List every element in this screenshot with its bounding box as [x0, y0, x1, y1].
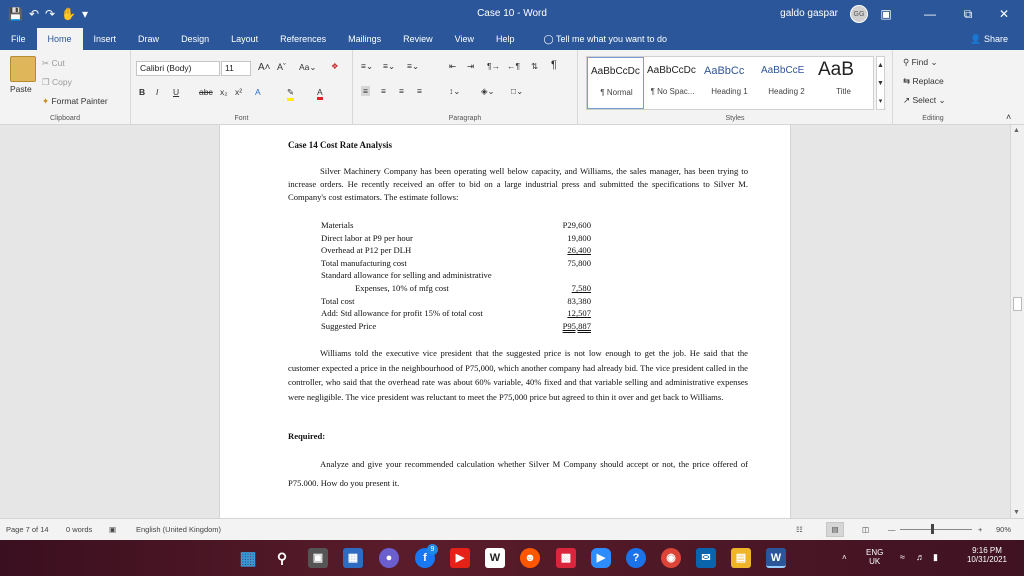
widgets-icon[interactable]: ▦: [343, 548, 363, 568]
search-icon: ⚲: [903, 57, 912, 67]
bullets-icon[interactable]: ≡⌄: [361, 61, 374, 71]
zoom-app-icon[interactable]: ▶: [591, 548, 611, 568]
cost-amount: P95,887: [562, 320, 591, 331]
ltr-icon[interactable]: ¶→: [487, 61, 501, 71]
cost-row: [321, 320, 591, 333]
status-bar: [0, 518, 1024, 540]
ribbon: [0, 50, 1024, 125]
restore-button[interactable]: ⧉: [963, 7, 973, 21]
tab-review[interactable]: Review: [403, 34, 433, 44]
cost-amount: 19,800: [567, 232, 591, 243]
scissors-icon: ✂: [42, 58, 52, 68]
clock-time: 9:16 PM: [972, 546, 1002, 555]
scroll-up-icon[interactable]: ▲: [1013, 127, 1020, 134]
cost-row: [321, 232, 591, 245]
tab-design[interactable]: Design: [181, 34, 210, 44]
help-icon[interactable]: ?: [626, 548, 646, 568]
scroll-thumb[interactable]: [1013, 297, 1022, 311]
tab-mailings[interactable]: Mailings: [348, 34, 382, 44]
style-heading-2[interactable]: [758, 57, 815, 109]
cost-row: [321, 219, 591, 232]
read-mode-icon[interactable]: ☷: [796, 525, 803, 534]
collapse-ribbon-icon[interactable]: ˄: [1006, 112, 1012, 122]
show-hide-icon[interactable]: ¶: [551, 59, 557, 71]
clear-formatting-icon[interactable]: ❖: [331, 61, 339, 71]
copy-label: Copy: [51, 77, 72, 87]
cost-label: Materials: [321, 220, 354, 230]
close-button[interactable]: ✕: [998, 7, 1010, 21]
cost-label: Expenses, 10% of mfg cost: [355, 283, 449, 293]
cost-row: [321, 257, 591, 270]
facebook-icon[interactable]: f: [415, 548, 435, 568]
cost-row: [321, 282, 591, 295]
font-group: [131, 50, 353, 125]
styles-group: [578, 50, 893, 125]
volume-icon[interactable]: ♬: [916, 552, 925, 562]
cost-amount: 75,800: [567, 257, 591, 268]
paste-icon[interactable]: [10, 56, 36, 82]
style-title-sample: AaB: [818, 59, 854, 80]
borders-icon[interactable]: □⌄: [511, 86, 524, 96]
tab-home[interactable]: Home: [37, 28, 83, 50]
case-heading: Case 14 Cost Rate Analysis: [288, 140, 393, 150]
tab-view[interactable]: View: [454, 34, 475, 44]
title-bar: [0, 0, 1024, 28]
line-spacing-icon[interactable]: ↕⌄: [449, 86, 461, 96]
editing-group: [893, 50, 973, 125]
replace-icon: ⇆: [903, 76, 913, 86]
strikethrough-icon[interactable]: abc: [199, 87, 213, 97]
format-painter-button[interactable]: [42, 96, 108, 107]
shrink-font-icon[interactable]: Aˇ: [277, 62, 286, 72]
search-icon[interactable]: ⚲: [276, 550, 288, 566]
multilevel-list-icon[interactable]: ≡⌄: [407, 61, 420, 71]
cost-label: Add: Std allowance for profit 15% of total cost: [321, 308, 483, 319]
font-label: Font: [234, 115, 249, 122]
styles-label: Styles: [725, 115, 745, 122]
copy-button[interactable]: [42, 77, 72, 88]
youtube-icon[interactable]: ▶: [450, 548, 470, 568]
reddit-icon[interactable]: ☻: [520, 548, 540, 568]
style-heading-2-label: Heading 2: [768, 87, 805, 96]
font-name-select[interactable]: Calibri (Body): [136, 61, 220, 76]
show-hidden-icons[interactable]: ˄: [842, 553, 847, 562]
document-area: [0, 125, 1010, 518]
file-explorer-icon[interactable]: ▤: [731, 548, 751, 568]
style-title[interactable]: [815, 57, 872, 109]
avatar[interactable]: GG: [850, 5, 868, 23]
clock-date: 10/31/2021: [966, 555, 1008, 564]
clipboard-group: [0, 50, 131, 125]
cost-row: [321, 295, 591, 308]
cost-label: Suggested Price: [321, 320, 377, 331]
paragraph-2: Williams told the executive vice president that the suggested price is not low enough to get the job. He said that the customer expected a price in the neighbourhood of P75,000, which another company had already bid. The vice president called in the controller, who said that the overhead rate was about 60% variable, 40% fixed and that variable selling and administrative expenses were negligible. The vice president was reluctant to meet the P75,000 price but agreed to thin it over and get back to Williams.: [288, 348, 748, 402]
style-no-spacing-label: ¶ No Spac...: [650, 87, 695, 96]
document-page[interactable]: [219, 125, 791, 518]
windows-taskbar: [0, 540, 1024, 576]
quick-access-toolbar: [0, 7, 88, 21]
paragraph-group: [353, 50, 578, 125]
select-button[interactable]: ↗ Select ⌄: [903, 95, 946, 105]
notification-badge: 9: [427, 544, 438, 555]
cost-label: Total cost: [321, 295, 355, 306]
tab-layout[interactable]: Layout: [231, 34, 259, 44]
clock[interactable]: [962, 546, 1012, 564]
scroll-down-icon[interactable]: ▼: [1013, 509, 1020, 516]
undo-icon[interactable]: ↶: [28, 7, 40, 21]
zoom-level[interactable]: 90%: [996, 525, 1012, 534]
vertical-scrollbar[interactable]: [1010, 125, 1024, 518]
style-no-spacing[interactable]: [644, 57, 701, 109]
chrome-icon[interactable]: ◉: [661, 548, 681, 568]
cost-amount: P29,600: [562, 220, 591, 230]
shading-icon[interactable]: ◈⌄: [481, 86, 495, 96]
word-count[interactable]: 0 words: [66, 525, 93, 534]
highlight-icon[interactable]: ✎: [287, 87, 294, 101]
paragraph-3: Analyze and give your recommended calculation whether Silver M Company should accept or not, the price offered of P75.000. How do you present it.: [288, 459, 748, 488]
ribbon-display-options-icon[interactable]: ▣: [880, 7, 892, 21]
cost-row: [321, 244, 591, 257]
cursor-icon: ↗: [903, 95, 913, 105]
language-indicator[interactable]: English (United Kingdom): [136, 525, 222, 534]
copy-icon: ❐: [42, 77, 52, 87]
underline-icon[interactable]: U: [173, 87, 180, 97]
input-region-code: UK: [869, 557, 881, 566]
tab-references[interactable]: References: [280, 34, 327, 44]
battery-icon[interactable]: ▮: [933, 552, 938, 562]
print-layout-icon[interactable]: ▤: [826, 522, 844, 537]
clipboard-label: Clipboard: [50, 115, 80, 122]
paragraph-label: Paragraph: [448, 115, 482, 122]
increase-indent-icon[interactable]: ⇥: [467, 61, 475, 71]
styles-gallery: [586, 56, 874, 110]
styles-scroll-icon[interactable]: ▲ ▼ ▾: [876, 56, 885, 110]
zoom-out-icon[interactable]: —: [888, 525, 896, 534]
style-normal-sample: AaBbCcDc: [591, 66, 640, 77]
italic-icon[interactable]: I: [156, 87, 159, 97]
tell-me-search[interactable]: [544, 28, 667, 50]
find-label: Find: [911, 57, 929, 67]
tab-draw[interactable]: Draw: [138, 34, 160, 44]
editing-label: Editing: [922, 115, 944, 122]
superscript-icon[interactable]: x²: [235, 87, 243, 97]
news-icon[interactable]: ▩: [556, 548, 576, 568]
share-button[interactable]: [970, 28, 1008, 50]
cost-row: [321, 269, 591, 282]
grow-font-icon[interactable]: A˄: [258, 62, 271, 73]
tab-help[interactable]: Help: [496, 34, 515, 44]
paste-button[interactable]: Paste: [10, 84, 32, 94]
style-normal-label: ¶ Normal: [600, 88, 633, 97]
input-language[interactable]: [866, 548, 883, 566]
user-name[interactable]: galdo gaspar: [780, 8, 838, 19]
minimize-button[interactable]: —: [924, 7, 936, 21]
select-label: Select: [912, 95, 937, 105]
customize-qat-icon[interactable]: ▾: [82, 7, 89, 21]
windows-start-icon[interactable]: ▦: [239, 548, 257, 568]
bold-icon[interactable]: B: [139, 87, 146, 97]
document-title: Case 10 - Word: [477, 8, 547, 19]
ribbon-tabs: [0, 28, 1024, 50]
text-effects-icon[interactable]: A: [255, 87, 261, 97]
mail-icon[interactable]: ✉: [696, 548, 716, 568]
input-lang-code: ENG: [866, 548, 884, 557]
zoom-slider[interactable]: [900, 529, 972, 530]
touch-mode-icon[interactable]: ✋: [61, 7, 77, 21]
style-heading-1-sample: AaBbCc: [704, 65, 745, 77]
format-painter-label: Format Painter: [51, 96, 108, 106]
zoom-slider-thumb[interactable]: [931, 524, 934, 534]
page-indicator[interactable]: Page 7 of 14: [6, 525, 49, 534]
replace-label: Replace: [912, 76, 944, 86]
subscript-icon[interactable]: x₂: [220, 87, 228, 97]
word-app-icon[interactable]: W: [766, 548, 786, 568]
style-no-spacing-sample: AaBbCcDc: [647, 65, 696, 76]
font-color-icon[interactable]: A: [317, 87, 323, 100]
tell-me-label: Tell me what you want to do: [555, 34, 668, 44]
find-button[interactable]: ⚲ Find ⌄: [903, 57, 938, 67]
cost-amount: 7,580: [571, 283, 591, 293]
save-icon[interactable]: 💾: [8, 7, 23, 21]
style-heading-1-label: Heading 1: [711, 87, 748, 96]
style-heading-2-sample: AaBbCcE: [761, 65, 805, 76]
style-normal[interactable]: [587, 57, 644, 109]
zoom-in-icon[interactable]: +: [978, 525, 983, 534]
cost-amount: 12,507: [567, 308, 591, 319]
wifi-icon[interactable]: ≈: [900, 552, 905, 562]
cost-label: Overhead at P12 per DLH: [321, 245, 412, 256]
style-heading-1[interactable]: [701, 57, 758, 109]
align-right-icon[interactable]: ≡: [399, 86, 404, 96]
cost-amount: 26,400: [567, 245, 591, 256]
numbering-icon[interactable]: ≡⌄: [383, 61, 396, 71]
cut-button[interactable]: [42, 58, 65, 69]
cost-row: [321, 307, 591, 320]
paragraph-1: Silver Machinery Company has been operating well below capacity, and Williams, the sales manager, has been trying to increase orders. He recently received an offer to bid on a large industrial press and submitted the specifications to Silver M. Company's cost estimators. The estimate follows:: [288, 166, 748, 202]
paintbrush-icon: ✦: [42, 96, 52, 106]
justify-icon[interactable]: ≡: [417, 86, 422, 96]
cost-label: Total manufacturing cost: [321, 257, 407, 268]
wikipedia-icon[interactable]: W: [485, 548, 505, 568]
cut-label: Cut: [51, 58, 65, 68]
redo-icon[interactable]: ↷: [45, 7, 56, 21]
replace-button[interactable]: [903, 76, 944, 87]
rtl-icon[interactable]: ←¶: [507, 61, 521, 71]
cost-amount: 83,380: [567, 295, 591, 306]
tab-file[interactable]: File: [11, 34, 26, 44]
font-size-select[interactable]: 11: [221, 61, 251, 76]
style-title-label: Title: [836, 87, 851, 96]
lightbulb-icon: ◯: [543, 34, 556, 44]
share-icon: 👤: [970, 34, 984, 44]
cost-label: Standard allowance for selling and administrative: [321, 270, 492, 281]
decrease-indent-icon[interactable]: ⇤: [449, 61, 457, 71]
proofing-icon[interactable]: ▣: [109, 525, 117, 534]
change-case-icon[interactable]: Aa⌄: [299, 62, 317, 72]
cost-label: Direct labor at P9 per hour: [321, 232, 413, 243]
center-icon[interactable]: ≡: [381, 86, 386, 96]
align-left-icon[interactable]: ≡: [363, 86, 368, 96]
web-layout-icon[interactable]: ◫: [862, 525, 870, 534]
tab-insert[interactable]: Insert: [93, 34, 117, 44]
share-label: Share: [983, 34, 1008, 44]
meet-icon[interactable]: ●: [379, 548, 399, 568]
task-view-icon[interactable]: ▣: [308, 548, 328, 568]
required-label: Required:: [288, 431, 326, 441]
sort-icon[interactable]: ⇅: [531, 61, 539, 71]
